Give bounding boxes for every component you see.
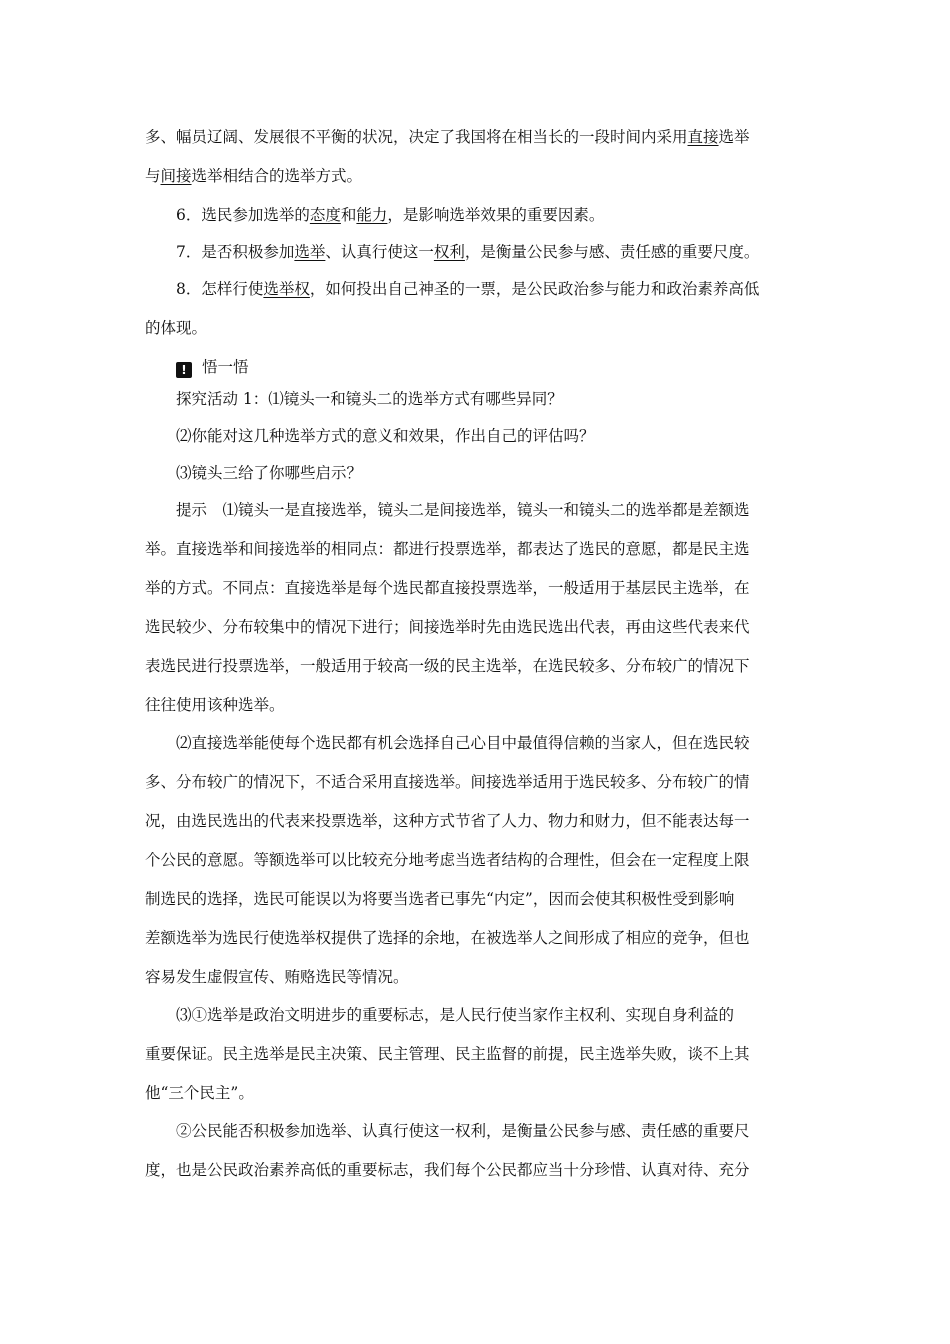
answer-1-line: 表选民进行投票选举，一般适用于较高一级的民主选举，在选民较多、分布较广的情况下 <box>145 657 750 675</box>
answer-3-line: 重要保证。民主选举是民主决策、民主管理、民主监督的前提，民主选举失败，谈不上其 <box>145 1045 750 1063</box>
activity-question-2: ⑵你能对这几种选举方式的意义和效果，作出自己的评估吗？ <box>176 427 595 445</box>
underlined-term: 态度 <box>309 206 341 224</box>
para-continued-line-2: 与间接选举相结合的选举方式。 <box>145 167 363 185</box>
answer-1-line: 往往使用该种选举。 <box>145 696 285 714</box>
answer-2-line: ⑵直接选举能使每个选民都有机会选择自己心目中最值得信赖的当家人，但在选民较 <box>176 734 750 752</box>
answer-3-line: ⑶①选举是政治文明进步的重要标志，是人民行使当家作主权利、实现自身利益的 <box>176 1006 735 1024</box>
answer-1-line: 举的方式。不同点：直接选举是每个选民都直接投票选举，一般适用于基层民主选举，在 <box>145 579 750 597</box>
underlined-term: 选举 <box>294 243 326 261</box>
exclamation-icon: ! <box>176 362 192 378</box>
answer-2-line: 容易发生虚假宣传、贿赂选民等情况。 <box>145 968 409 986</box>
answer-1-line: 选民较少、分布较集中的情况下进行；间接选举时先由选民选出代表，再由这些代表来代 <box>145 618 750 636</box>
underlined-term: 权利 <box>433 243 465 261</box>
answer-4-line: ②公民能否积极参加选举、认真行使这一权利，是衡量公民参与感、责任感的重要尺 <box>176 1122 750 1140</box>
activity-question-3: ⑶镜头三给了你哪些启示？ <box>176 464 363 482</box>
answer-3-line: 他“三个民主”。 <box>145 1084 254 1102</box>
item-8-line-2: 的体现。 <box>145 319 208 337</box>
section-heading <box>145 356 249 379</box>
underlined-term: 直接 <box>687 128 719 146</box>
answer-1-line: 举。直接选举和间接选举的相同点：都进行投票选举，都表达了选民的意愿，都是民主选 <box>145 540 750 558</box>
para-continued-line-1: 多、幅员辽阔、发展很不平衡的状况，决定了我国将在相当长的一段时间内采用直接选举 <box>145 128 750 146</box>
item-8-line-1: 8．怎样行使选举权，如何投出自己神圣的一票，是公民政治参与能力和政治素养高低 <box>176 280 760 298</box>
item-7: 7．是否积极参加选举、认真行使这一权利，是衡量公民参与感、责任感的重要尺度。 <box>176 243 760 261</box>
item-6: 6．选民参加选举的态度和能力，是影响选举效果的重要因素。 <box>176 206 605 224</box>
underlined-term: 选举权 <box>263 280 310 298</box>
section-title: 悟一悟 <box>202 358 249 376</box>
answer-2-line: 况，由选民选出的代表来投票选举，这种方式节省了人力、物力和财力，但不能表达每一 <box>145 812 750 830</box>
answer-2-line: 制选民的选择，选民可能误以为将要当选者已事先“内定”，因而会使其积极性受到影响 <box>145 890 735 908</box>
activity-question-1: 探究活动 1：⑴镜头一和镜头二的选举方式有哪些异同？ <box>176 390 563 408</box>
answer-2-line: 个公民的意愿。等额选举可以比较充分地考虑当选者结构的合理性，但会在一定程度上限 <box>145 851 750 869</box>
underlined-term: 能力 <box>356 206 388 224</box>
answer-2-line: 差额选举为选民行使选举权提供了选择的余地，在被选举人之间形成了相应的竞争，但也 <box>145 929 750 947</box>
underlined-term: 间接 <box>160 167 192 185</box>
answer-1-line: 提示 ⑴镜头一是直接选举，镜头二是间接选举，镜头一和镜头二的选举都是差额选 <box>176 501 750 519</box>
answer-4-line: 度，也是公民政治素养高低的重要标志，我们每个公民都应当十分珍惜、认真对待、充分 <box>145 1161 750 1179</box>
answer-2-line: 多、分布较广的情况下，不适合采用直接选举。间接选举适用于选民较多、分布较广的情 <box>145 773 750 791</box>
